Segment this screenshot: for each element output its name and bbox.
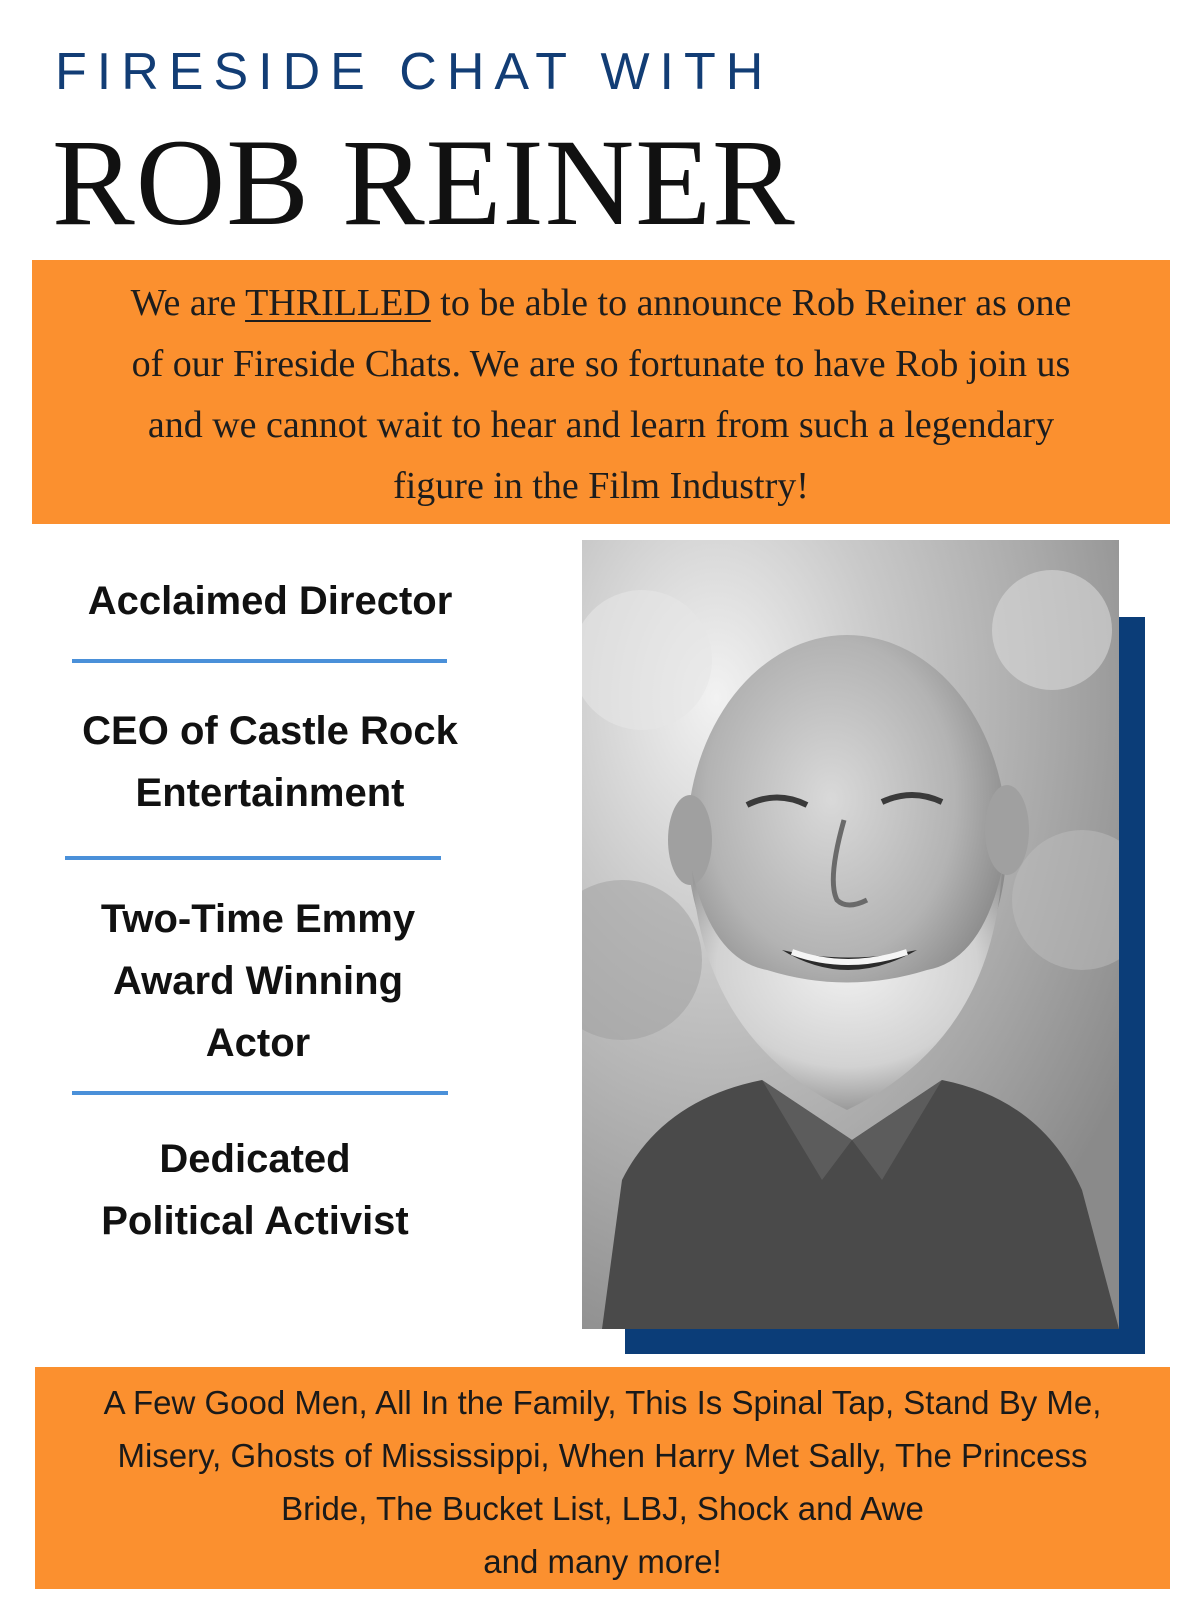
credential-line: CEO of Castle Rock [82, 709, 458, 753]
credential-line: Two-Time Emmy [100, 897, 416, 941]
thrilled-emphasis: THRILLED [245, 282, 431, 324]
event-kicker: FIRESIDE CHAT WITH [55, 43, 774, 101]
credential-ceo [40, 700, 500, 824]
announcement-line-3: and we cannot wait to hear and learn from such a legendary [147, 404, 1055, 446]
credential-activist [25, 1128, 485, 1252]
credential-line: Actor [205, 1021, 311, 1065]
credential-divider [65, 856, 441, 860]
credential-line: Dedicated [159, 1137, 351, 1181]
credential-line: Political Activist [101, 1199, 409, 1243]
credential-divider [72, 659, 447, 663]
credential-director [40, 570, 500, 632]
speaker-name: ROB REINER [52, 114, 796, 251]
announcement-box [32, 260, 1170, 524]
portrait-photo-icon [582, 540, 1119, 1329]
credential-line: Entertainment [135, 771, 405, 815]
announcement-line-2: of our Fireside Chats. We are so fortunate to have Rob join us [131, 343, 1071, 385]
announcement-text: to be able to announce Rob Reiner as one [430, 282, 1072, 324]
announcement-line-1 [58, 273, 1144, 334]
announcement-line-4: figure in the Film Industry! [393, 465, 809, 507]
filmography-line-3: Bride, The Bucket List, LBJ, Shock and Awe [281, 1490, 924, 1527]
filmography-box [35, 1367, 1170, 1589]
speaker-portrait-photo [582, 540, 1119, 1329]
credential-line: Award Winning [113, 959, 403, 1003]
credential-divider [72, 1091, 448, 1095]
announcement-text: We are [130, 282, 246, 324]
credential-emmy [28, 888, 488, 1074]
filmography-line-1: A Few Good Men, All In the Family, This Is Spinal Tap, Stand By Me, [103, 1384, 1102, 1421]
credential-line: Acclaimed Director [87, 579, 453, 623]
filmography-line-4: and many more! [483, 1543, 722, 1580]
filmography-line-2: Misery, Ghosts of Mississippi, When Harry Met Sally, The Princess [117, 1437, 1088, 1474]
